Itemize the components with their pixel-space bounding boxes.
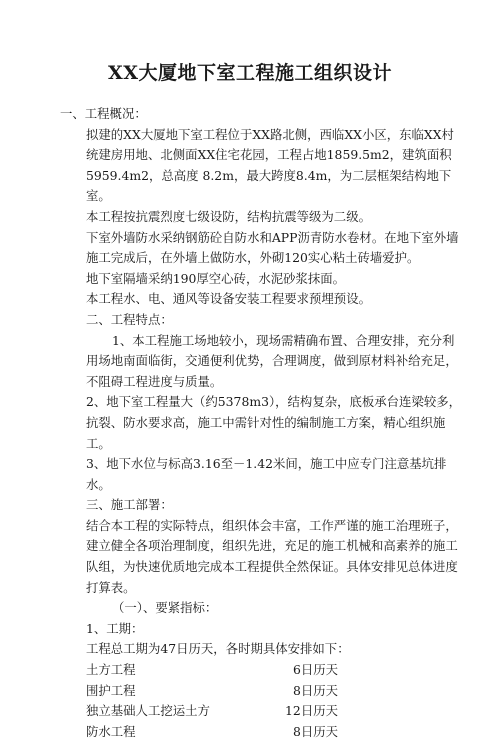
- schedule-item: 独立基础人工挖运土方: [86, 703, 210, 719]
- paragraph-feature-2: 2、地下室工程量大（约5378m3），结构复杂，底板承台连梁较多，抗裂、防水要求高，施工中需针对性的编制施工方案，精心组织施工。: [86, 394, 462, 451]
- schedule-row: [86, 660, 338, 681]
- paragraph-feature-1: 1、本工程施工场地较小，现场需精确布置、合理安排，充分利用场地南面临街，交通便利优势，合理调度，做到原材料补给充足，不阻碍工程进度与质量。: [86, 332, 458, 389]
- paragraph-deployment: 结合本工程的实际特点，组织体会丰富，工作严谨的施工治理班子，建立健全各项治理制度，组织先进，充足的施工机械和高素养的施工队组，为快速优质地完成本工程提供全然保证。具体安排见总体进度打算表。: [86, 517, 458, 595]
- schedule-days: 8日历天: [292, 723, 338, 739]
- schedule-row: [86, 701, 338, 722]
- paragraph-feature-3: 3、地下水位与标高3.16至－1.42米间，施工中应专门注意基坑排水。: [86, 456, 447, 492]
- schedule-days: 12日历天: [285, 703, 338, 719]
- paragraph-waterproof: 下室外墙防水采纳钢筋砼自防水和APP沥青防水卷材。在地下室外墙施工完成后，在外墙上做防水，外砌120实心粘土砖墙爱护。: [86, 229, 459, 266]
- paragraph-installation: 本工程水、电、通风等设备安装工程要求预埋预设。: [86, 291, 371, 307]
- paragraph-partition: 地下室隔墙采纳190厚空心砖，水泥砂浆抹面。: [86, 270, 346, 286]
- paragraph-overview: 拟建的XX大厦地下室工程位于XX路北侧，西临XX小区，东临XX村统建房用地、北侧面XX住宅花园，工程占地1859.5m2，建筑面积 5959.4m2，总高度 8.2m，最大跨度8.4m，为二层框架结构地下室。: [86, 126, 454, 204]
- subheading-key-indicators: （一）、要紧指标：: [112, 600, 218, 616]
- schedule-days: 6日历天: [292, 662, 338, 678]
- schedule-item: 防水工程: [86, 723, 136, 739]
- schedule-item: 围护工程: [86, 682, 136, 698]
- paragraph-total-duration: 工程总工期为47日历天，各时期具体安排如下：: [86, 641, 350, 657]
- document-body: [60, 104, 462, 742]
- schedule-days: 8日历天: [292, 682, 338, 698]
- schedule-item: 土方工程: [86, 662, 136, 678]
- section-heading-overview: 一、工程概况：: [60, 106, 147, 121]
- subheading-duration: 1、工期：: [86, 620, 144, 636]
- schedule-row: [86, 681, 338, 702]
- document-title: XX大厦地下室工程施工组织设计: [108, 62, 392, 84]
- schedule-row: [86, 722, 338, 742]
- section-heading-features: 二、工程特点：: [86, 311, 173, 327]
- paragraph-seismic: 本工程按抗震烈度七级设防，结构抗震等级为二级。: [86, 208, 371, 224]
- section-heading-deployment: 三、施工部署：: [86, 497, 173, 513]
